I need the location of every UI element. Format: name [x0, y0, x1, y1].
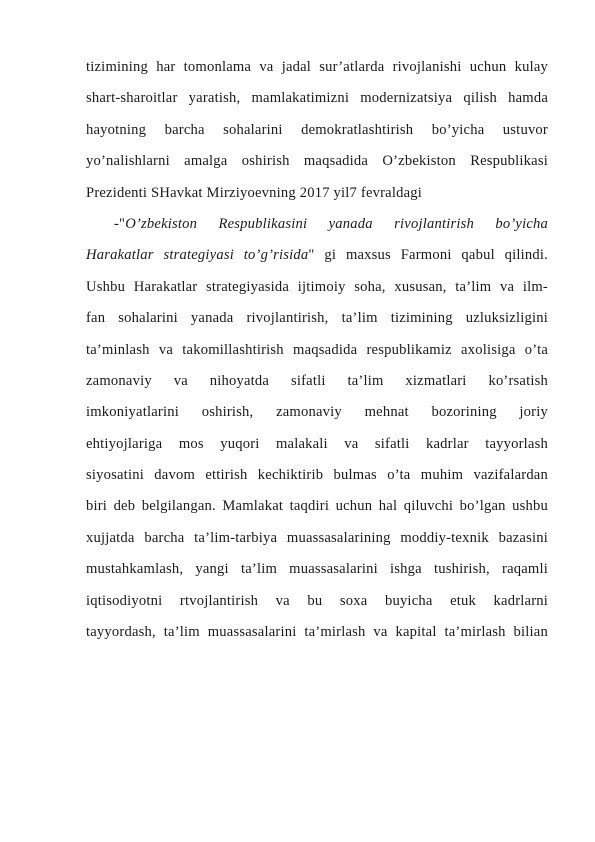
text-line: zamonaviy va nihoyatda sifatli ta’lim xizmatlari ko’rsatish [86, 372, 548, 389]
text-line: biri deb belgilangan. Mamlakat taqdiri uchun hal qiluvchi bo’lgan ushbu [86, 498, 548, 515]
text-line: mustahkamlash, yangi ta’lim muassasalarini ishga tushirish, raqamli [86, 561, 548, 578]
quote-line-1 [86, 213, 548, 244]
text-line: Ushbu Harakatlar strategiyasida ijtimoiy soha, xususan, ta’lim va ilm- [86, 278, 548, 295]
decree-title-part-2: Harakatlar strategiyasi to’g’risida [86, 247, 309, 264]
text-line: yo’nalishlarni amalga oshirish maqsadida O’zbekiston Respublikasi [86, 153, 548, 170]
text-line: siyosatini davom ettirish kechiktirib bulmas o’ta muhim vazifalardan [86, 467, 548, 484]
text-line: iqtisodiyotni rtvojlantirish va bu soxa buyicha etuk kadrlarni [86, 592, 548, 609]
text-line: ehtiyojlariga mos yuqori malakali va sifatli kadrlar tayyorlash [86, 435, 548, 452]
document-page [86, 56, 548, 652]
text-line: Prezidenti SHavkat Mirziyoevning 2017 yil7 fevraldagi [86, 184, 423, 201]
text-line: ta’minlash va takomillashtirish maqsadida respublikamiz axolisiga o’ta [86, 341, 548, 358]
text-line: xujjatda barcha ta’lim-tarbiya muassasalarining moddiy-texnik bazasini [86, 529, 548, 546]
text-line: shart-sharoitlar yaratish, mamlakatimizni modernizatsiya qilish hamda [86, 90, 548, 107]
text-line: imkoniyatlarini oshirish, zamonaviy mehnat bozorining joriy [86, 404, 548, 421]
decree-title-part-1: O’zbekiston Respublikasini yanada rivojlantirish bo’yicha [125, 215, 548, 232]
text-line: tizimining har tomonlama va jadal sur’atlarda rivojlanishi uchun kulay [86, 59, 548, 75]
text-line: tayyordash, ta’lim muassasalarini ta’mirlash va kapital ta’mirlash bilian [86, 624, 548, 641]
quote-line-2 [86, 244, 548, 275]
text-line: hayotning barcha sohalarini demokratlashtirish bo’yicha ustuvor [86, 121, 548, 138]
quote-open: -" [114, 215, 126, 232]
decree-sentence-end: gi maxsus Farmoni qabul qilindi. [314, 247, 548, 264]
quote-close: " [308, 247, 315, 264]
text-line: fan sohalarini yanada rivojlantirish, ta’lim tizimining uzluksizligini [86, 310, 548, 327]
